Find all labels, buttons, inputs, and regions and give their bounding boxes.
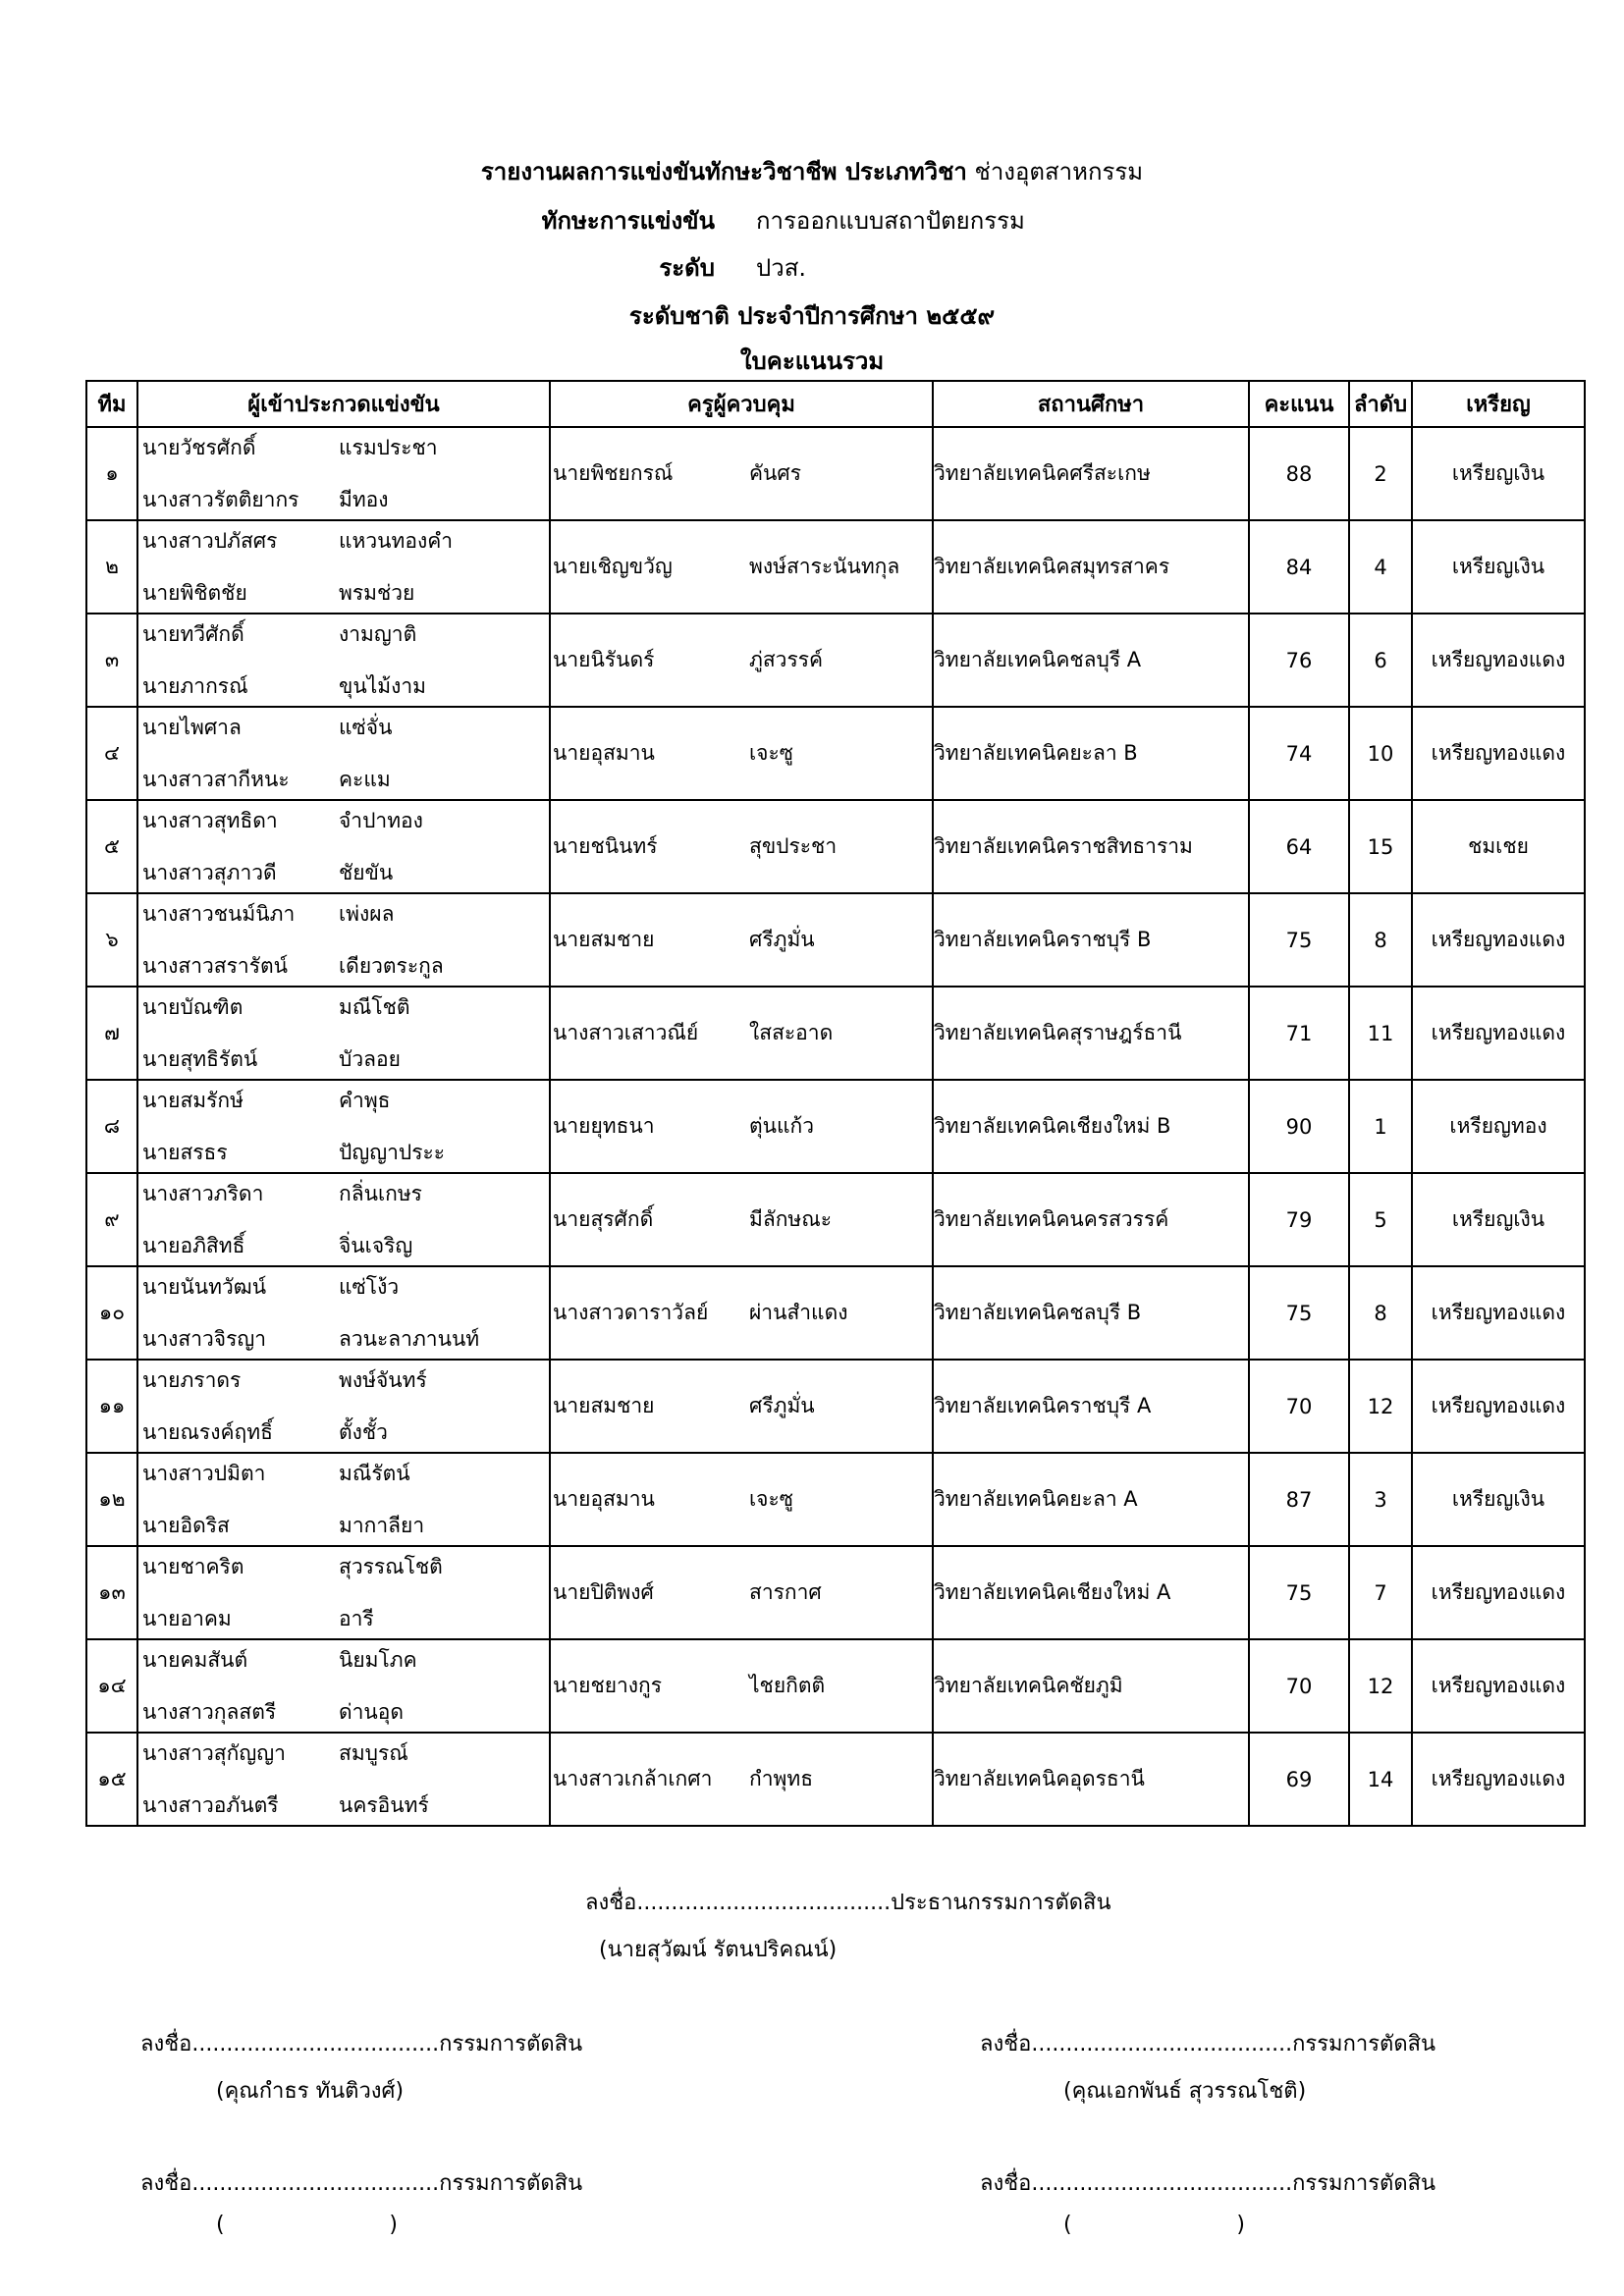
contestant-first-name: นายคมสันต์ [142,1647,248,1672]
score-table [85,380,1586,1827]
contestant-1 [140,432,549,464]
contestants-cell [137,1080,550,1173]
contestant-first-name: นายชาคริต [142,1554,244,1578]
school-cell: วิทยาลัยเทคนิคนครสวรรค์ [933,1173,1249,1266]
contestants-cell [137,427,550,520]
judge4-signature-line: ลงชื่อ......................................กรรมการตัดสิน [980,2171,1436,2196]
teacher-last-name: พงษ์สาระนันทกุล [749,555,900,578]
medal-cell: เหรียญเงิน [1412,1173,1585,1266]
rank-cell: 4 [1349,520,1412,614]
score-cell: 70 [1249,1639,1349,1733]
contestant-first-name: นายภราดร [142,1367,242,1392]
contestant-last-name: จิ่นเจริญ [339,1233,413,1257]
contestant-last-name: นครอินทร์ [339,1792,429,1817]
contestant-first-name: นางสาวสุภาวดี [142,860,277,884]
table-row [86,1173,1585,1266]
score-cell: 84 [1249,520,1349,614]
contestant-first-name: นายวัชรศักดิ์ [142,435,256,459]
medal-cell: ชมเชย [1412,800,1585,893]
contestant-first-name: นางสาวรัตติยากร [142,487,299,511]
medal-cell: เหรียญทองแดง [1412,1546,1585,1639]
score-cell: 69 [1249,1733,1349,1826]
contestant-first-name: นายสรธร [142,1140,228,1164]
medal-cell: เหรียญทองแดง [1412,987,1585,1080]
contestant-last-name: ชัยขัน [339,860,394,884]
school-cell: วิทยาลัยเทคนิคราชบุรี B [933,893,1249,987]
contestant-1 [140,1644,549,1677]
contestant-last-name: งามญาติ [339,621,417,646]
contestant-1 [140,898,549,931]
teacher-cell [550,1546,933,1639]
contestant-2 [140,857,549,889]
contestant-2 [140,1416,549,1449]
report-title-bold: รายงานผลการแข่งขันทักษะวิชาชีพ ประเภทวิชา [480,158,967,186]
contestant-1 [140,618,549,651]
school-cell: วิทยาลัยเทคนิคชลบุรี A [933,614,1249,707]
contestant-2 [140,1043,549,1076]
teacher-cell [550,427,933,520]
sheet-title: ใบคะแนนรวม [739,347,885,375]
rank-cell: 1 [1349,1080,1412,1173]
table-header-row [86,381,1585,427]
team-number: ๙ [86,1173,137,1266]
col-score-header: คะแนน [1249,381,1349,427]
contestant-1 [140,1458,549,1490]
school-cell: วิทยาลัยเทคนิคสุราษฎร์ธานี [933,987,1249,1080]
school-cell: วิทยาลัยเทคนิคเชียงใหม่ B [933,1080,1249,1173]
medal-cell: เหรียญเงิน [1412,427,1585,520]
score-cell: 79 [1249,1173,1349,1266]
teacher-first-name: นายนิรันดร์ [553,648,655,671]
contestant-2 [140,1323,549,1356]
team-number: ๑๒ [86,1453,137,1546]
contestant-2 [140,1789,549,1822]
teacher-cell [550,1453,933,1546]
teacher-first-name: นายสมชาย [553,1394,655,1417]
contestant-first-name: นายภากรณ์ [142,673,248,698]
medal-cell: เหรียญทองแดง [1412,893,1585,987]
teacher-first-name: นายอุสมาน [553,1487,655,1511]
team-number: ๑๓ [86,1546,137,1639]
rank-cell: 2 [1349,427,1412,520]
judge1-signature-line: ลงชื่อ....................................กรรมการตัดสิน [140,2032,583,2056]
contestants-cell [137,1360,550,1453]
medal-cell: เหรียญเงิน [1412,1453,1585,1546]
teacher-last-name: ไชยกิตติ [749,1674,826,1697]
teacher-cell [550,1639,933,1733]
judge3-signature-line: ลงชื่อ....................................กรรมการตัดสิน [140,2171,583,2196]
table-row [86,1360,1585,1453]
contestants-cell [137,1639,550,1733]
teacher-first-name: นายชยางกูร [553,1674,663,1697]
contestants-cell [137,1546,550,1639]
team-number: ๘ [86,1080,137,1173]
contestant-first-name: นายนันทวัฒน์ [142,1274,267,1299]
judge4-name: ( ) [1063,2213,1246,2237]
table-row [86,1733,1585,1826]
contestant-1 [140,1364,549,1397]
contestant-2 [140,1603,549,1635]
teacher-first-name: นายสุรศักดิ์ [553,1207,654,1231]
medal-cell: เหรียญทองแดง [1412,1639,1585,1733]
contestant-last-name: พงษ์จันทร์ [339,1367,427,1392]
score-cell: 71 [1249,987,1349,1080]
contestant-last-name: ด่านอุด [339,1699,405,1724]
contestant-last-name: พรมช่วย [339,580,415,605]
contestant-first-name: นายอิดริส [142,1513,230,1537]
score-cell: 74 [1249,707,1349,800]
rank-cell: 8 [1349,1266,1412,1360]
score-cell: 70 [1249,1360,1349,1453]
teacher-cell [550,520,933,614]
judge2-signature-line: ลงชื่อ......................................กรรมการตัดสิน [980,2032,1436,2056]
teacher-cell [550,614,933,707]
rank-cell: 5 [1349,1173,1412,1266]
contestant-1 [140,1551,549,1583]
medal-cell: เหรียญทองแดง [1412,1733,1585,1826]
contestant-last-name: แรมประชา [339,435,438,459]
contestant-first-name: นายบัณฑิต [142,994,244,1019]
school-cell: วิทยาลัยเทคนิคราชสิทธาราม [933,800,1249,893]
contestant-last-name: แซ่จั่น [339,715,393,739]
contestant-2 [140,950,549,983]
teacher-cell [550,800,933,893]
report-title [0,157,1624,187]
teacher-last-name: มีลักษณะ [749,1207,833,1231]
contestant-last-name: มีทอง [339,487,389,511]
contestant-2 [140,1510,549,1542]
teacher-first-name: นายยุทธนา [553,1114,655,1138]
contestant-2 [140,577,549,610]
contestants-cell [137,800,550,893]
judge3-name: ( ) [216,2213,399,2237]
teacher-first-name: นายปิติพงศ์ [553,1580,654,1604]
teacher-last-name: สารกาศ [749,1580,822,1604]
contestant-1 [140,1737,549,1770]
judge1-name: (คุณกำธร ทันติวงศ์) [216,2079,405,2104]
contestant-last-name: บัวลอย [339,1046,401,1071]
school-cell: วิทยาลัยเทคนิคเชียงใหม่ A [933,1546,1249,1639]
teacher-first-name: นางสาวดาราวัลย์ [553,1301,709,1324]
table-row [86,520,1585,614]
contestant-last-name: สุวรรณโชติ [339,1554,443,1578]
contestant-first-name: นายสุทธิรัตน์ [142,1046,258,1071]
contestant-last-name: ปัญญาประะ [339,1140,446,1164]
score-cell: 75 [1249,1546,1349,1639]
table-row [86,1080,1585,1173]
teacher-cell [550,707,933,800]
chair-name: (นายสุวัฒน์ รัตนปริคณน์) [599,1938,838,1962]
teacher-first-name: นายพิชยกรณ์ [553,461,674,485]
skill-value: การออกแบบสถาปัตยกรรม [756,207,1025,235]
team-number: ๗ [86,987,137,1080]
contestant-2 [140,670,549,703]
col-rank-header: ลำดับ [1349,381,1412,427]
contestant-last-name: อารี [339,1606,374,1630]
contestant-1 [140,1178,549,1210]
contestant-2 [140,1230,549,1262]
contestants-cell [137,1266,550,1360]
school-cell: วิทยาลัยเทคนิคอุดรธานี [933,1733,1249,1826]
school-cell: วิทยาลัยเทคนิคชัยภูมิ [933,1639,1249,1733]
contestant-first-name: นางสาวจิรญา [142,1326,267,1351]
team-number: ๑๕ [86,1733,137,1826]
teacher-first-name: นายชนินทร์ [553,834,658,858]
teacher-last-name: เจะซู [749,1487,794,1511]
teacher-first-name: นางสาวเสาวณีย์ [553,1021,699,1044]
school-cell: วิทยาลัยเทคนิคสมุทรสาคร [933,520,1249,614]
teacher-cell [550,1733,933,1826]
contestant-2 [140,764,549,796]
contestant-last-name: สมบูรณ์ [339,1740,408,1765]
rank-cell: 10 [1349,707,1412,800]
contestants-cell [137,1173,550,1266]
team-number: ๑๐ [86,1266,137,1360]
medal-cell: เหรียญทองแดง [1412,1266,1585,1360]
national-level: ระดับชาติ ประจำปีการศึกษา ๒๕๕๙ [628,302,996,330]
col-school-header: สถานศึกษา [933,381,1249,427]
table-row [86,800,1585,893]
score-cell: 75 [1249,1266,1349,1360]
contestant-last-name: แหวนทองคำ [339,528,454,553]
col-medal-header: เหรียญ [1412,381,1585,427]
contestants-cell [137,614,550,707]
skill-label: ทักษะการแข่งขัน [541,207,715,235]
contestant-first-name: นายทวีศักดิ์ [142,621,244,646]
contestant-first-name: นางสาวอภันตรี [142,1792,279,1817]
teacher-cell [550,1080,933,1173]
contestants-cell [137,520,550,614]
contestants-cell [137,1453,550,1546]
table-row [86,1453,1585,1546]
contestants-cell [137,707,550,800]
teacher-last-name: ตุ่นแก้ว [749,1114,815,1138]
contestant-1 [140,991,549,1024]
contestant-first-name: นายสมรักษ์ [142,1088,244,1112]
contestant-1 [140,1085,549,1117]
score-cell: 76 [1249,614,1349,707]
rank-cell: 7 [1349,1546,1412,1639]
contestant-last-name: ตั้งชั้ว [339,1419,388,1444]
contestant-last-name: ลวนะลาภานนท์ [339,1326,480,1351]
contestant-1 [140,712,549,744]
teacher-cell [550,893,933,987]
rank-cell: 15 [1349,800,1412,893]
contestants-cell [137,987,550,1080]
rank-cell: 3 [1349,1453,1412,1546]
team-number: ๖ [86,893,137,987]
level-label: ระดับ [659,254,715,282]
teacher-last-name: ใสสะอาด [749,1021,834,1044]
team-number: ๔ [86,707,137,800]
contestant-1 [140,525,549,558]
team-number: ๓ [86,614,137,707]
table-row [86,707,1585,800]
teacher-last-name: ผ่านสำแดง [749,1301,848,1324]
team-number: ๑๑ [86,1360,137,1453]
teacher-first-name: นายสมชาย [553,928,655,951]
table-row [86,427,1585,520]
contestant-last-name: มณีโชติ [339,994,410,1019]
contestant-first-name: นางสาวสุทธิดา [142,808,278,832]
contestant-first-name: นางสาวสากีหนะ [142,767,290,791]
rank-cell: 11 [1349,987,1412,1080]
score-cell: 64 [1249,800,1349,893]
teacher-first-name: นางสาวเกล้าเกศา [553,1767,713,1790]
contestant-first-name: นางสาวสุกัญญา [142,1740,286,1765]
school-cell: วิทยาลัยเทคนิคยะลา B [933,707,1249,800]
rank-cell: 8 [1349,893,1412,987]
rank-cell: 14 [1349,1733,1412,1826]
contestant-first-name: นายอภิสิทธิ์ [142,1233,245,1257]
col-contestant-header: ผู้เข้าประกวดแข่งขัน [137,381,550,427]
contestant-first-name: นายไพศาล [142,715,242,739]
medal-cell: เหรียญทองแดง [1412,1360,1585,1453]
teacher-last-name: คันศร [749,461,802,485]
contestant-1 [140,805,549,837]
contestant-first-name: นายพิชิตชัย [142,580,247,605]
team-number: ๒ [86,520,137,614]
table-row [86,614,1585,707]
contestant-last-name: คะแม [339,767,391,791]
teacher-last-name: กำพุทธ [749,1767,814,1790]
team-number: ๑ [86,427,137,520]
table-row [86,987,1585,1080]
contestant-first-name: นางสาวภริดา [142,1181,264,1205]
medal-cell: เหรียญเงิน [1412,520,1585,614]
level-value: ปวส. [756,254,806,282]
contestant-first-name: นายณรงค์ฤทธิ์ [142,1419,273,1444]
school-cell: วิทยาลัยเทคนิคศรีสะเกษ [933,427,1249,520]
contestant-last-name: ขุนไม้งาม [339,673,427,698]
contestant-1 [140,1271,549,1304]
contestant-first-name: นางสาวชนม์นิภา [142,901,296,926]
contestants-cell [137,1733,550,1826]
rank-cell: 12 [1349,1360,1412,1453]
contestant-first-name: นางสาวกุลสตรี [142,1699,277,1724]
chair-signature-line: ลงชื่อ.....................................ประธานกรรมการตัดสิน [585,1891,1111,1915]
medal-cell: เหรียญทองแดง [1412,707,1585,800]
teacher-last-name: ศรีภูมั่น [749,928,815,951]
contestant-first-name: นางสาวปภัสศร [142,528,278,553]
col-team-header: ทีม [86,381,137,427]
contestant-last-name: คำพุธ [339,1088,391,1112]
team-number: ๕ [86,800,137,893]
contestant-first-name: นายอาคม [142,1606,232,1630]
contestants-cell [137,893,550,987]
school-cell: วิทยาลัยเทคนิคชลบุรี B [933,1266,1249,1360]
teacher-last-name: สุขประชา [749,834,838,858]
contestant-last-name: นิยมโภค [339,1647,417,1672]
contestant-last-name: จำปาทอง [339,808,423,832]
contestant-last-name: แซ่โง้ว [339,1274,400,1299]
table-row [86,1546,1585,1639]
teacher-first-name: นายอุสมาน [553,741,655,765]
team-number: ๑๔ [86,1639,137,1733]
score-cell: 90 [1249,1080,1349,1173]
report-title-field: ช่างอุตสาหกรรม [974,158,1144,186]
judge2-name: (คุณเอกพันธ์ สุวรรณโชติ) [1063,2079,1307,2104]
medal-cell: เหรียญทอง [1412,1080,1585,1173]
teacher-last-name: ภู่สวรรค์ [749,648,824,671]
rank-cell: 12 [1349,1639,1412,1733]
table-row [86,893,1585,987]
contestant-last-name: มากาลียา [339,1513,425,1537]
contestant-2 [140,1696,549,1729]
teacher-cell [550,1173,933,1266]
teacher-last-name: เจะซู [749,741,794,765]
contestant-last-name: เพ่งผล [339,901,395,926]
teacher-cell [550,1360,933,1453]
contestant-last-name: เดียวตระกูล [339,953,444,978]
table-row [86,1639,1585,1733]
teacher-cell [550,1266,933,1360]
medal-cell: เหรียญทองแดง [1412,614,1585,707]
score-cell: 75 [1249,893,1349,987]
contestant-last-name: กลิ่นเกษร [339,1181,422,1205]
score-cell: 87 [1249,1453,1349,1546]
table-row [86,1266,1585,1360]
col-teacher-header: ครูผู้ควบคุม [550,381,933,427]
contestant-2 [140,484,549,516]
teacher-first-name: นายเชิญขวัญ [553,555,673,578]
contestant-last-name: มณีรัตน์ [339,1461,410,1485]
contestant-first-name: นางสาวสรารัตน์ [142,953,288,978]
teacher-cell [550,987,933,1080]
contestant-2 [140,1137,549,1169]
school-cell: วิทยาลัยเทคนิคยะลา A [933,1453,1249,1546]
teacher-last-name: ศรีภูมั่น [749,1394,815,1417]
score-cell: 88 [1249,427,1349,520]
school-cell: วิทยาลัยเทคนิคราชบุรี A [933,1360,1249,1453]
rank-cell: 6 [1349,614,1412,707]
contestant-first-name: นางสาวปมิตา [142,1461,266,1485]
